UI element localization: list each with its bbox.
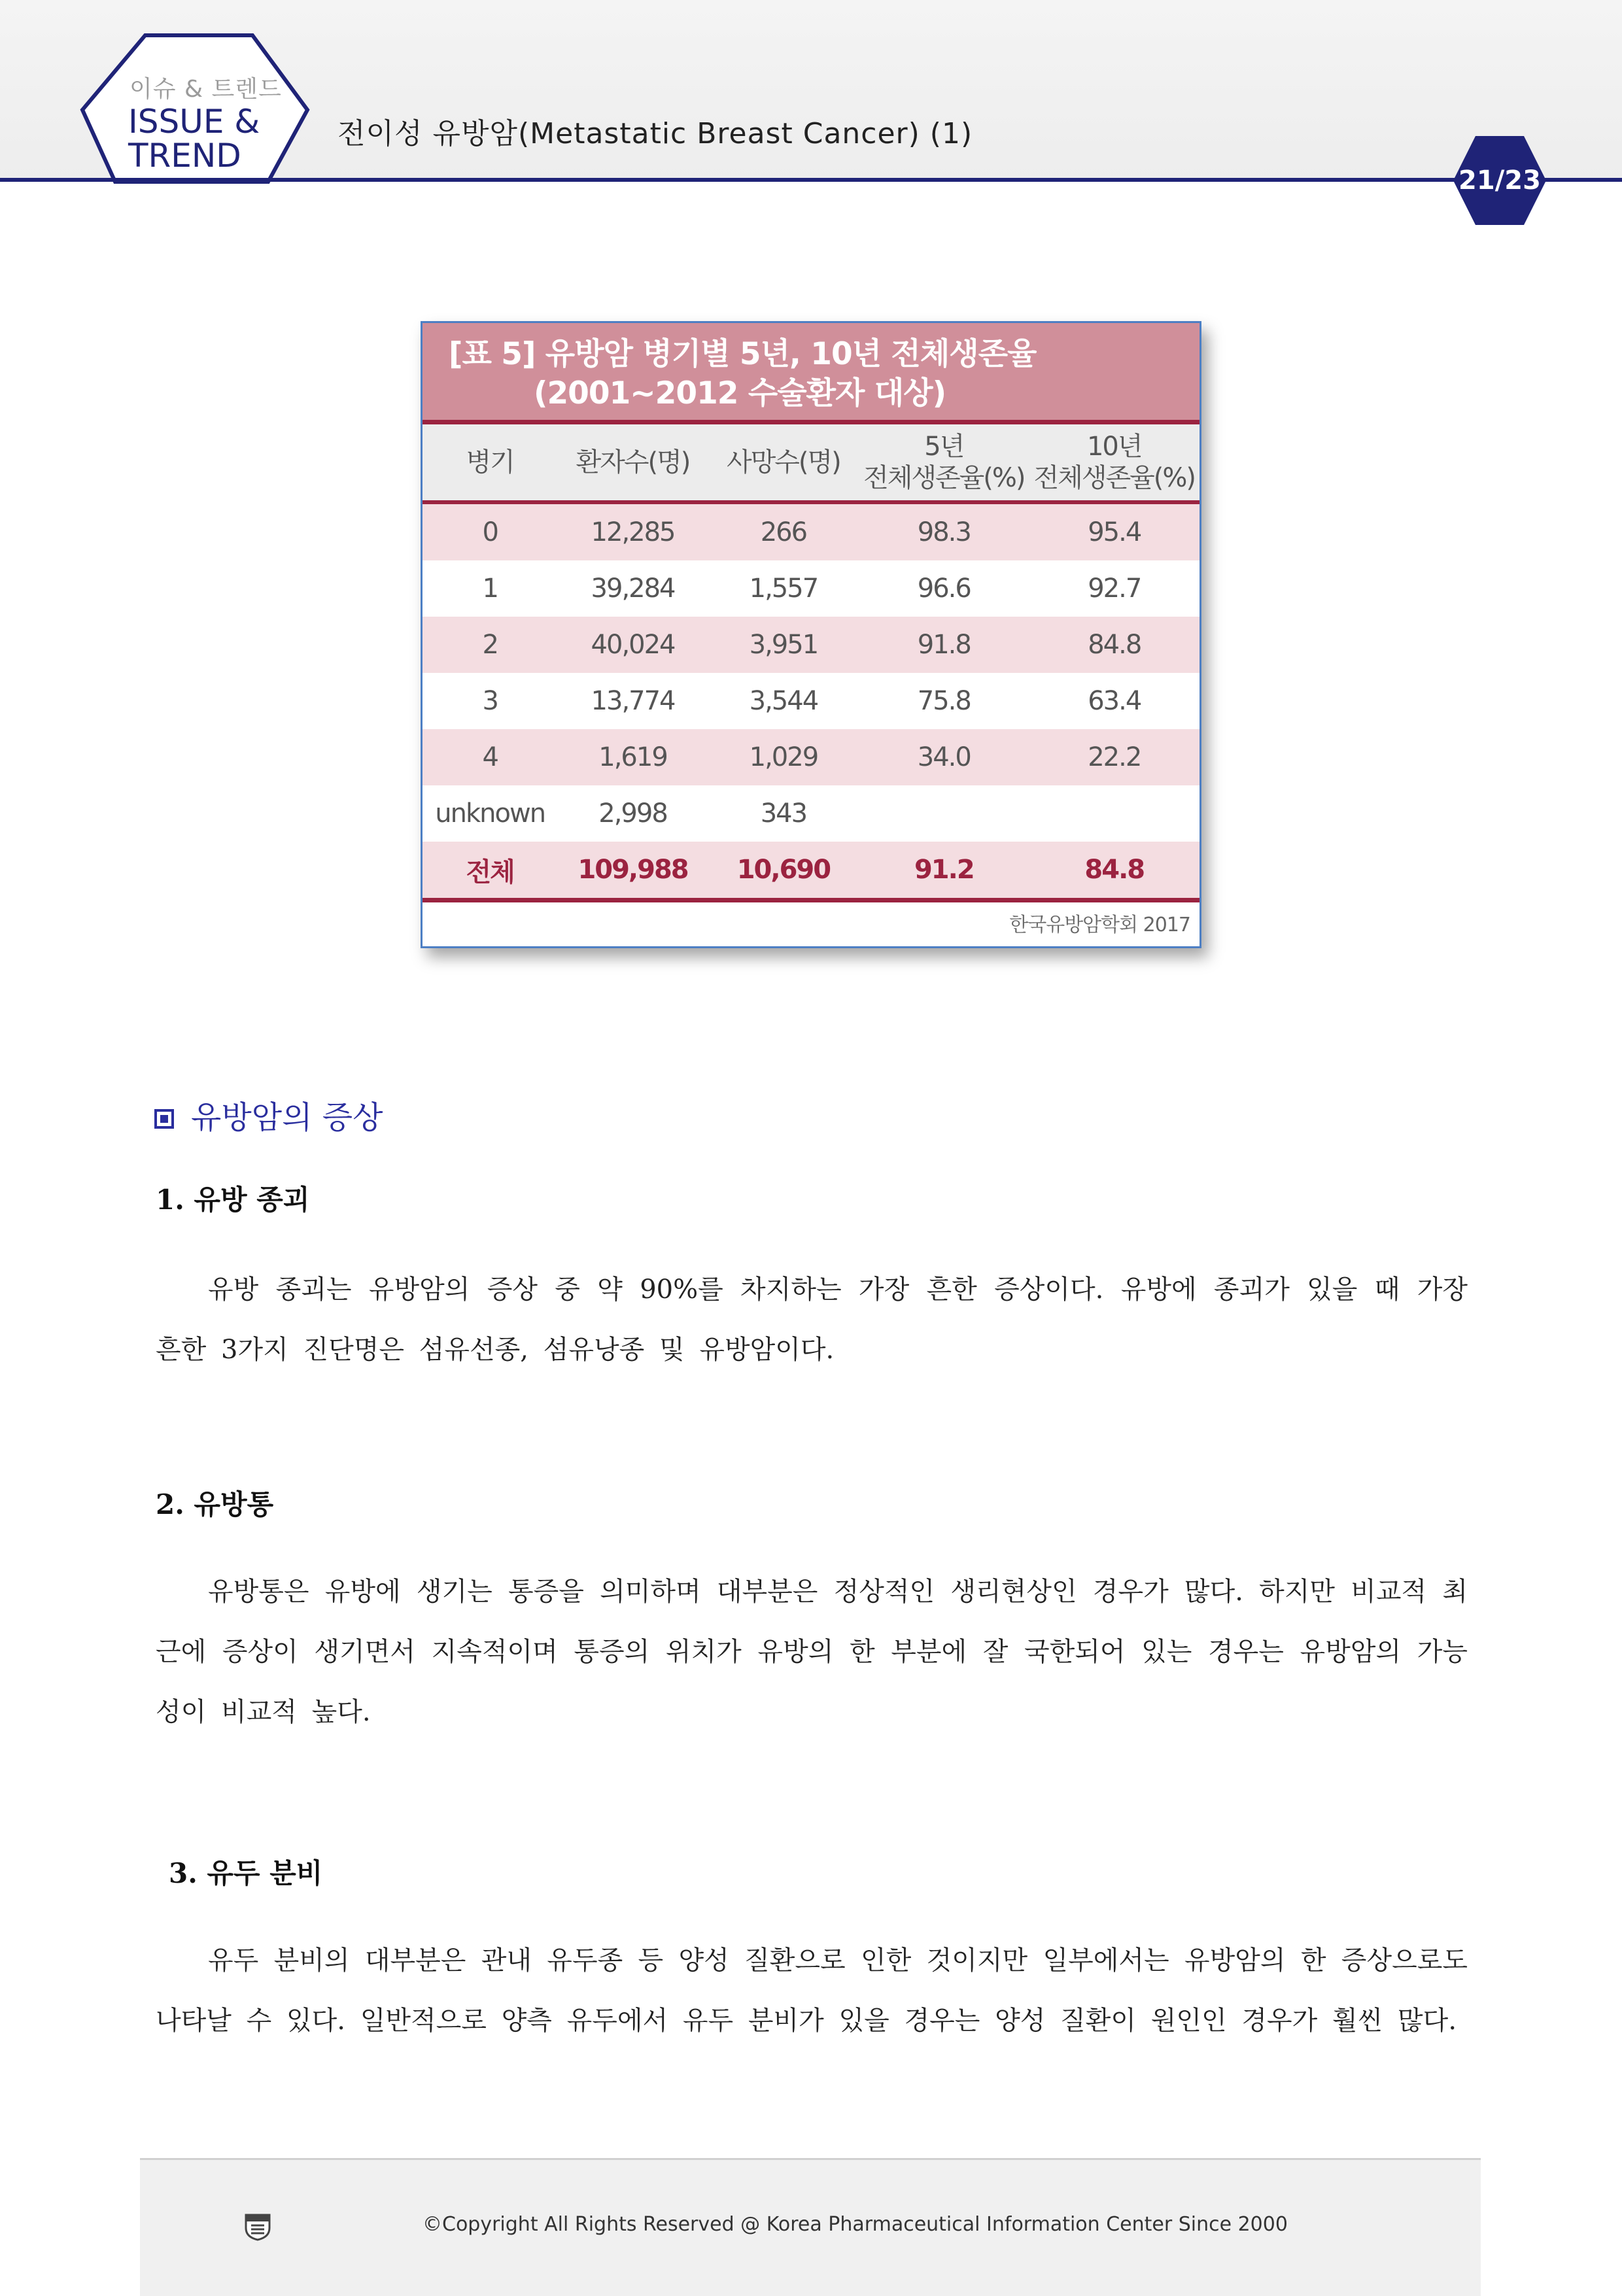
section-title-text: 유방암의 증상 <box>191 1099 383 1136</box>
table-cell: 266 <box>708 502 859 560</box>
survival-table <box>423 420 1199 902</box>
kpic-emblem-icon <box>243 2211 272 2241</box>
survival-table-figure <box>421 321 1201 948</box>
table-row <box>423 502 1199 560</box>
table-header-row <box>423 422 1199 503</box>
table-cell: 75.8 <box>859 673 1029 729</box>
item-heading: 3. 유두 분비 <box>169 1857 323 1889</box>
table-total-row <box>423 842 1199 900</box>
table-title <box>423 323 1199 420</box>
table-cell: 95.4 <box>1029 502 1199 560</box>
table-cell: 2,998 <box>557 785 708 842</box>
table-cell: 10,690 <box>708 842 859 900</box>
page-number: 21/23 <box>1458 165 1541 196</box>
table-cell <box>859 785 1029 842</box>
table-cell: 1,029 <box>708 729 859 785</box>
table-cell: 39,284 <box>557 560 708 617</box>
table-row <box>423 785 1199 842</box>
table-row <box>423 560 1199 617</box>
table-cell: 3,951 <box>708 617 859 673</box>
table-row <box>423 729 1199 785</box>
table-cell: 0 <box>423 502 557 560</box>
col-header: 10년 전체생존율(%) <box>1029 422 1199 503</box>
col-header: 환자수(명) <box>557 422 708 503</box>
table-cell: 84.8 <box>1029 617 1199 673</box>
col-header: 사망수(명) <box>708 422 859 503</box>
table-source: 한국유방암학회 2017 <box>1009 914 1190 936</box>
table-cell <box>1029 785 1199 842</box>
square-bullet-icon <box>154 1109 174 1129</box>
issue-label-english: ISSUE & TREND <box>128 103 260 175</box>
table-cell: 91.2 <box>859 842 1029 900</box>
table-cell: 3,544 <box>708 673 859 729</box>
col-header: 5년 전체생존율(%) <box>859 422 1029 503</box>
table-cell: 63.4 <box>1029 673 1199 729</box>
table-cell: 40,024 <box>557 617 708 673</box>
header-rule <box>0 178 1622 182</box>
item-heading: 2. 유방통 <box>156 1488 274 1520</box>
table-cell: 3 <box>423 673 557 729</box>
table-cell: 92.7 <box>1029 560 1199 617</box>
table-cell: 84.8 <box>1029 842 1199 900</box>
table-cell: 1,619 <box>557 729 708 785</box>
table-cell: unknown <box>423 785 557 842</box>
table-cell: 13,774 <box>557 673 708 729</box>
footer-copyright: ©Copyright All Rights Reserved @ Korea Pharmaceutical Information Center Since 2000 <box>423 2213 1288 2236</box>
item-paragraph: 유방통은 유방에 생기는 통증을 의미하며 대부분은 정상적인 생리현상인 경우가 많다. 하지만 비교적 최근에 증상이 생기면서 지속적이며 통증의 위치가 유방의 한 부분에 잘 국한되어 있는 경우는 유방암의 가능성이 비교적 높다. <box>156 1577 1468 1727</box>
table-cell: 2 <box>423 617 557 673</box>
item-paragraph: 유두 분비의 대부분은 관내 유두종 등 양성 질환으로 인한 것이지만 일부에서는 유방암의 한 증상으로도 나타날 수 있다. 일반적으로 양측 유두에서 유두 분비가 있을 경우는 양성 질환이 원인인 경우가 훨씬 많다. <box>156 1945 1468 2036</box>
table-cell: 98.3 <box>859 502 1029 560</box>
table-title-line1: [표 5] 유방암 병기별 5년, 10년 전체생존율 <box>449 336 1037 372</box>
col-header: 병기 <box>423 422 557 503</box>
table-title-line2: (2001~2012 수술환자 대상) <box>534 375 946 411</box>
table-cell: 96.6 <box>859 560 1029 617</box>
table-cell: 4 <box>423 729 557 785</box>
section-title <box>154 1092 383 1137</box>
table-cell: 109,988 <box>557 842 708 900</box>
page-title: 전이성 유방암(Metastatic Breast Cancer) (1) <box>337 117 973 150</box>
table-cell: 1,557 <box>708 560 859 617</box>
issue-label-korean: 이슈 & 트렌드 <box>129 76 282 103</box>
table-cell: 22.2 <box>1029 729 1199 785</box>
table-cell: 343 <box>708 785 859 842</box>
table-cell: 전체 <box>423 842 557 900</box>
table-cell: 1 <box>423 560 557 617</box>
table-cell: 34.0 <box>859 729 1029 785</box>
table-row <box>423 617 1199 673</box>
table-cell: 12,285 <box>557 502 708 560</box>
item-heading: 1. 유방 종괴 <box>156 1184 310 1216</box>
table-row <box>423 673 1199 729</box>
item-paragraph: 유방 종괴는 유방암의 증상 중 약 90%를 차지하는 가장 흔한 증상이다. 유방에 종괴가 있을 때 가장 흔한 3가지 진단명은 섬유선종, 섬유낭종 및 유방암이다. <box>156 1275 1468 1365</box>
table-cell: 91.8 <box>859 617 1029 673</box>
